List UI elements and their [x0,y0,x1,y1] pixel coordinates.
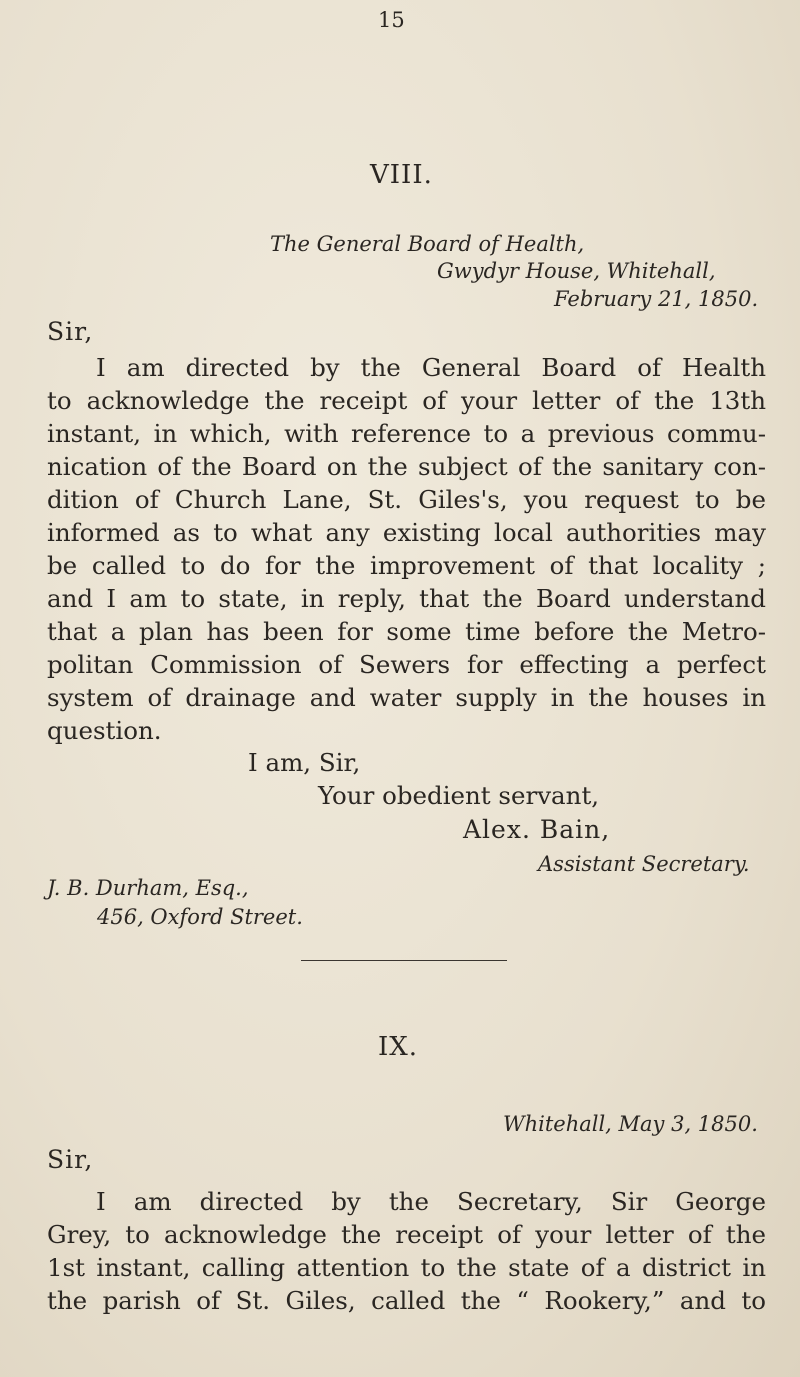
letter-ix-numeral: IX. [378,1032,419,1062]
letter-ix-body-line-2: Grey, to acknowledge the receipt of your letter of the [47,1220,766,1249]
letter-viii-salutation: Sir, [47,317,94,346]
letter-viii-body-line-7: be called to do for the improvement of that locality ; [47,551,766,580]
letter-ix-dateline: Whitehall, May 3, 1850. [503,1112,758,1136]
letter-viii-body-line-6: informed as to what any existing local authorities may [47,518,766,547]
letter-viii-body-line-5: dition of Church Lane, St. Giles's, you request to be [47,485,766,514]
page-number: 15 [378,8,405,32]
letter-viii-closing1: I am, Sir, [248,748,361,777]
letter-viii-body-line-9: that a plan has been for some time before the Metro- [47,617,766,646]
letter-viii-body-line-2: to acknowledge the receipt of your letter of the 13th [47,386,766,415]
letter-viii-body-line-10: politan Commission of Sewers for effecting a perfect [47,650,766,679]
letter-viii-signature: Alex. Bain, [463,815,611,844]
letter-viii-address-line1: The General Board of Health, [270,232,585,256]
letter-viii-recipient-address: 456, Oxford Street. [97,905,303,929]
letter-viii-signature-title: Assistant Secretary. [538,852,750,876]
letter-viii-recipient-name: J. B. Durham, Esq., [47,876,249,900]
letter-ix-body-line-3: 1st instant, calling attention to the state of a district in [47,1253,766,1282]
letter-viii-body-line-12: question. [47,716,162,745]
letter-viii-body-line-11: system of drainage and water supply in the houses in [47,683,766,712]
letter-viii-body-line-3: instant, in which, with reference to a previous commu- [47,419,766,448]
letter-viii-body-line-1: I am directed by the General Board of Health [96,353,766,382]
section-divider [301,960,507,961]
letter-ix-body-line-4: the parish of St. Giles, called the “ Rookery,” and to [47,1286,766,1315]
letter-viii-body-line-8: and I am to state, in reply, that the Board understand [47,584,766,613]
letter-ix-salutation: Sir, [47,1145,94,1174]
letter-viii-address-line2: Gwydyr House, Whitehall, [437,259,716,283]
letter-viii-address-line3: February 21, 1850. [554,287,759,311]
letter-viii-numeral: VIII. [370,160,433,190]
letter-viii-closing2: Your obedient servant, [318,781,600,810]
letter-viii-body-line-4: nication of the Board on the subject of the sanitary con- [47,452,766,481]
letter-ix-body-line-1: I am directed by the Secretary, Sir George [96,1187,766,1216]
